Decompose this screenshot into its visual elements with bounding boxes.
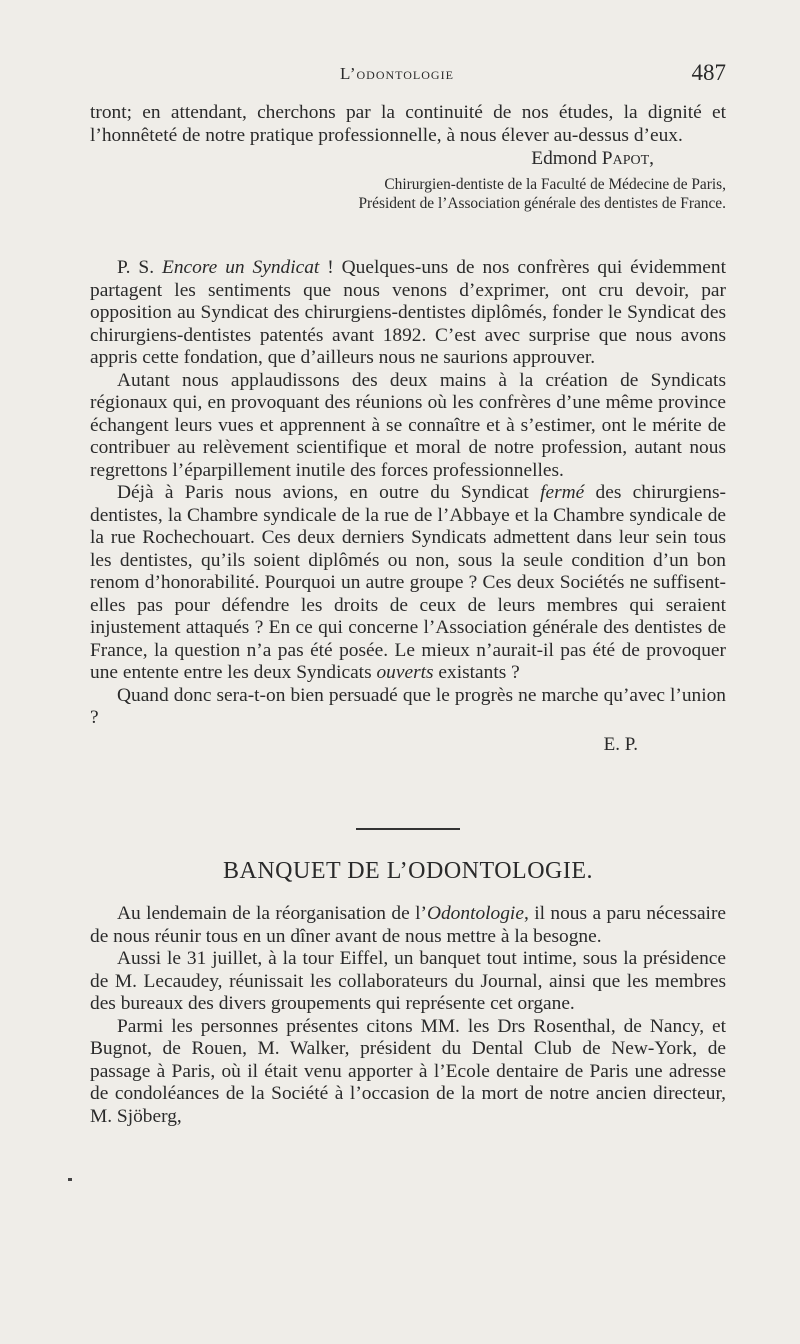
banquet-text: , il nous a paru nécessaire de nous réunir tous en un dîner avant de nous mettre à la besogne.	[90, 903, 727, 947]
paragraph: Parmi les personnes présentes citons MM. les Drs Rosenthal, de Nancy, et Bugnot, de Rouen, M. Walker, président du Dental Club de New-York, de passage à Paris, où il était venu apporter à l’Ecole dentaire de Paris une adresse de condoléances de la Société à l’occasion de la mort de notre ancien directeur, M. Sjöberg,	[90, 1015, 726, 1127]
paragraph	[90, 482, 726, 685]
signature-first-name: Edmond	[531, 148, 597, 169]
page-header	[90, 62, 726, 92]
paragraph	[90, 257, 726, 370]
emphasis: fermé	[540, 482, 585, 503]
print-speck	[68, 1178, 72, 1181]
paragraph: Autant nous applaudissons des deux mains à la création de Syndicats régionaux qui, en provoquant des réunions où les confrères d’une même province échangent leurs vues et apprennent à se connaître et à s’estimer, ont le mérite de contribuer au relèvement scientifique et moral de notre profession, autant nous regrettons l’éparpillement inutile des forces professionnelles.	[90, 369, 726, 481]
paragraph: Aussi le 31 juillet, à la tour Eiffel, un banquet tout intime, sous la présidence de M. Lecaudey, réunissait les collaborateurs du Journal, ainsi que les membres des bureaux des divers groupements qui représente cet organe.	[90, 948, 726, 1014]
paragraph: tront; en attendant, cherchons par la continuité de nos études, la dignité et l’honnêteté de notre pratique professionnelle, à nous élever au-dessus d’eux.	[90, 102, 726, 146]
ps-text: des chirurgiens-dentistes, la Chambre syndicale de la rue de l’Abbaye et la Chambre syndicale de la rue Rochechouart. Ces deux derniers Syndicats admettent dans leur sein tous les dentistes, qu’ils soient diplômés ou non, sous la seule condition d’un bon renom d’honorabilité. Pourquoi un autre groupe ? Ces deux Sociétés ne suffisent-elles pas pour défendre les droits de ceux de leurs membres qui seraient injustement attaqués ? En ce qui concerne l’Association générale des dentistes de France, la question n’a pas été posée. Le mieux n’aurait-il pas été de provoquer une entente entre les deux Syndicats	[90, 482, 726, 683]
ps-text: ! Quelques-uns de nos confrères qui évidemment partagent les sentiments que nous venons d’exprimer, ont cru devoir, par opposition au Syndicat des chirurgiens-dentistes diplômés, fonder le Syndicat des chirurgiens-dentistes patentés avant 1892. C’est avec surprise que nous avons appris cette fondation, que d’ailleurs nous ne saurions approuver.	[90, 257, 726, 368]
banquet-text: Au lendemain de la réorganisation de l’	[117, 903, 427, 924]
signature-name	[90, 147, 726, 171]
paragraph: Quand donc sera-t-on bien persuadé que le progrès ne marche qu’avec l’union ?	[90, 684, 726, 728]
section-divider	[356, 828, 460, 830]
signature-title-line: Président de l’Association générale des dentistes de France.	[358, 195, 726, 212]
ps-prefix: P. S.	[117, 257, 162, 278]
ps-heading: Encore un Syndicat	[162, 257, 320, 278]
postscript	[90, 257, 726, 756]
ps-text: Déjà à Paris nous avions, en outre du Syndicat	[117, 482, 541, 503]
banquet-article	[90, 903, 726, 1128]
emphasis: Odontologie	[426, 903, 524, 924]
letter-conclusion	[90, 102, 726, 213]
signature-title-line: Chirurgien-dentiste de la Faculté de Médecine de Paris,	[384, 176, 726, 193]
ps-text: existants ?	[433, 662, 520, 683]
page-number: 487	[691, 60, 726, 85]
emphasis: ouverts	[376, 662, 434, 683]
author-initials: E. P.	[603, 733, 638, 755]
section-title: BANQUET DE L’ODONTOLOGIE.	[222, 858, 594, 884]
running-head: L’odontologie	[340, 64, 454, 83]
signature-last-name: Papot,	[601, 148, 654, 169]
paragraph	[90, 903, 726, 948]
